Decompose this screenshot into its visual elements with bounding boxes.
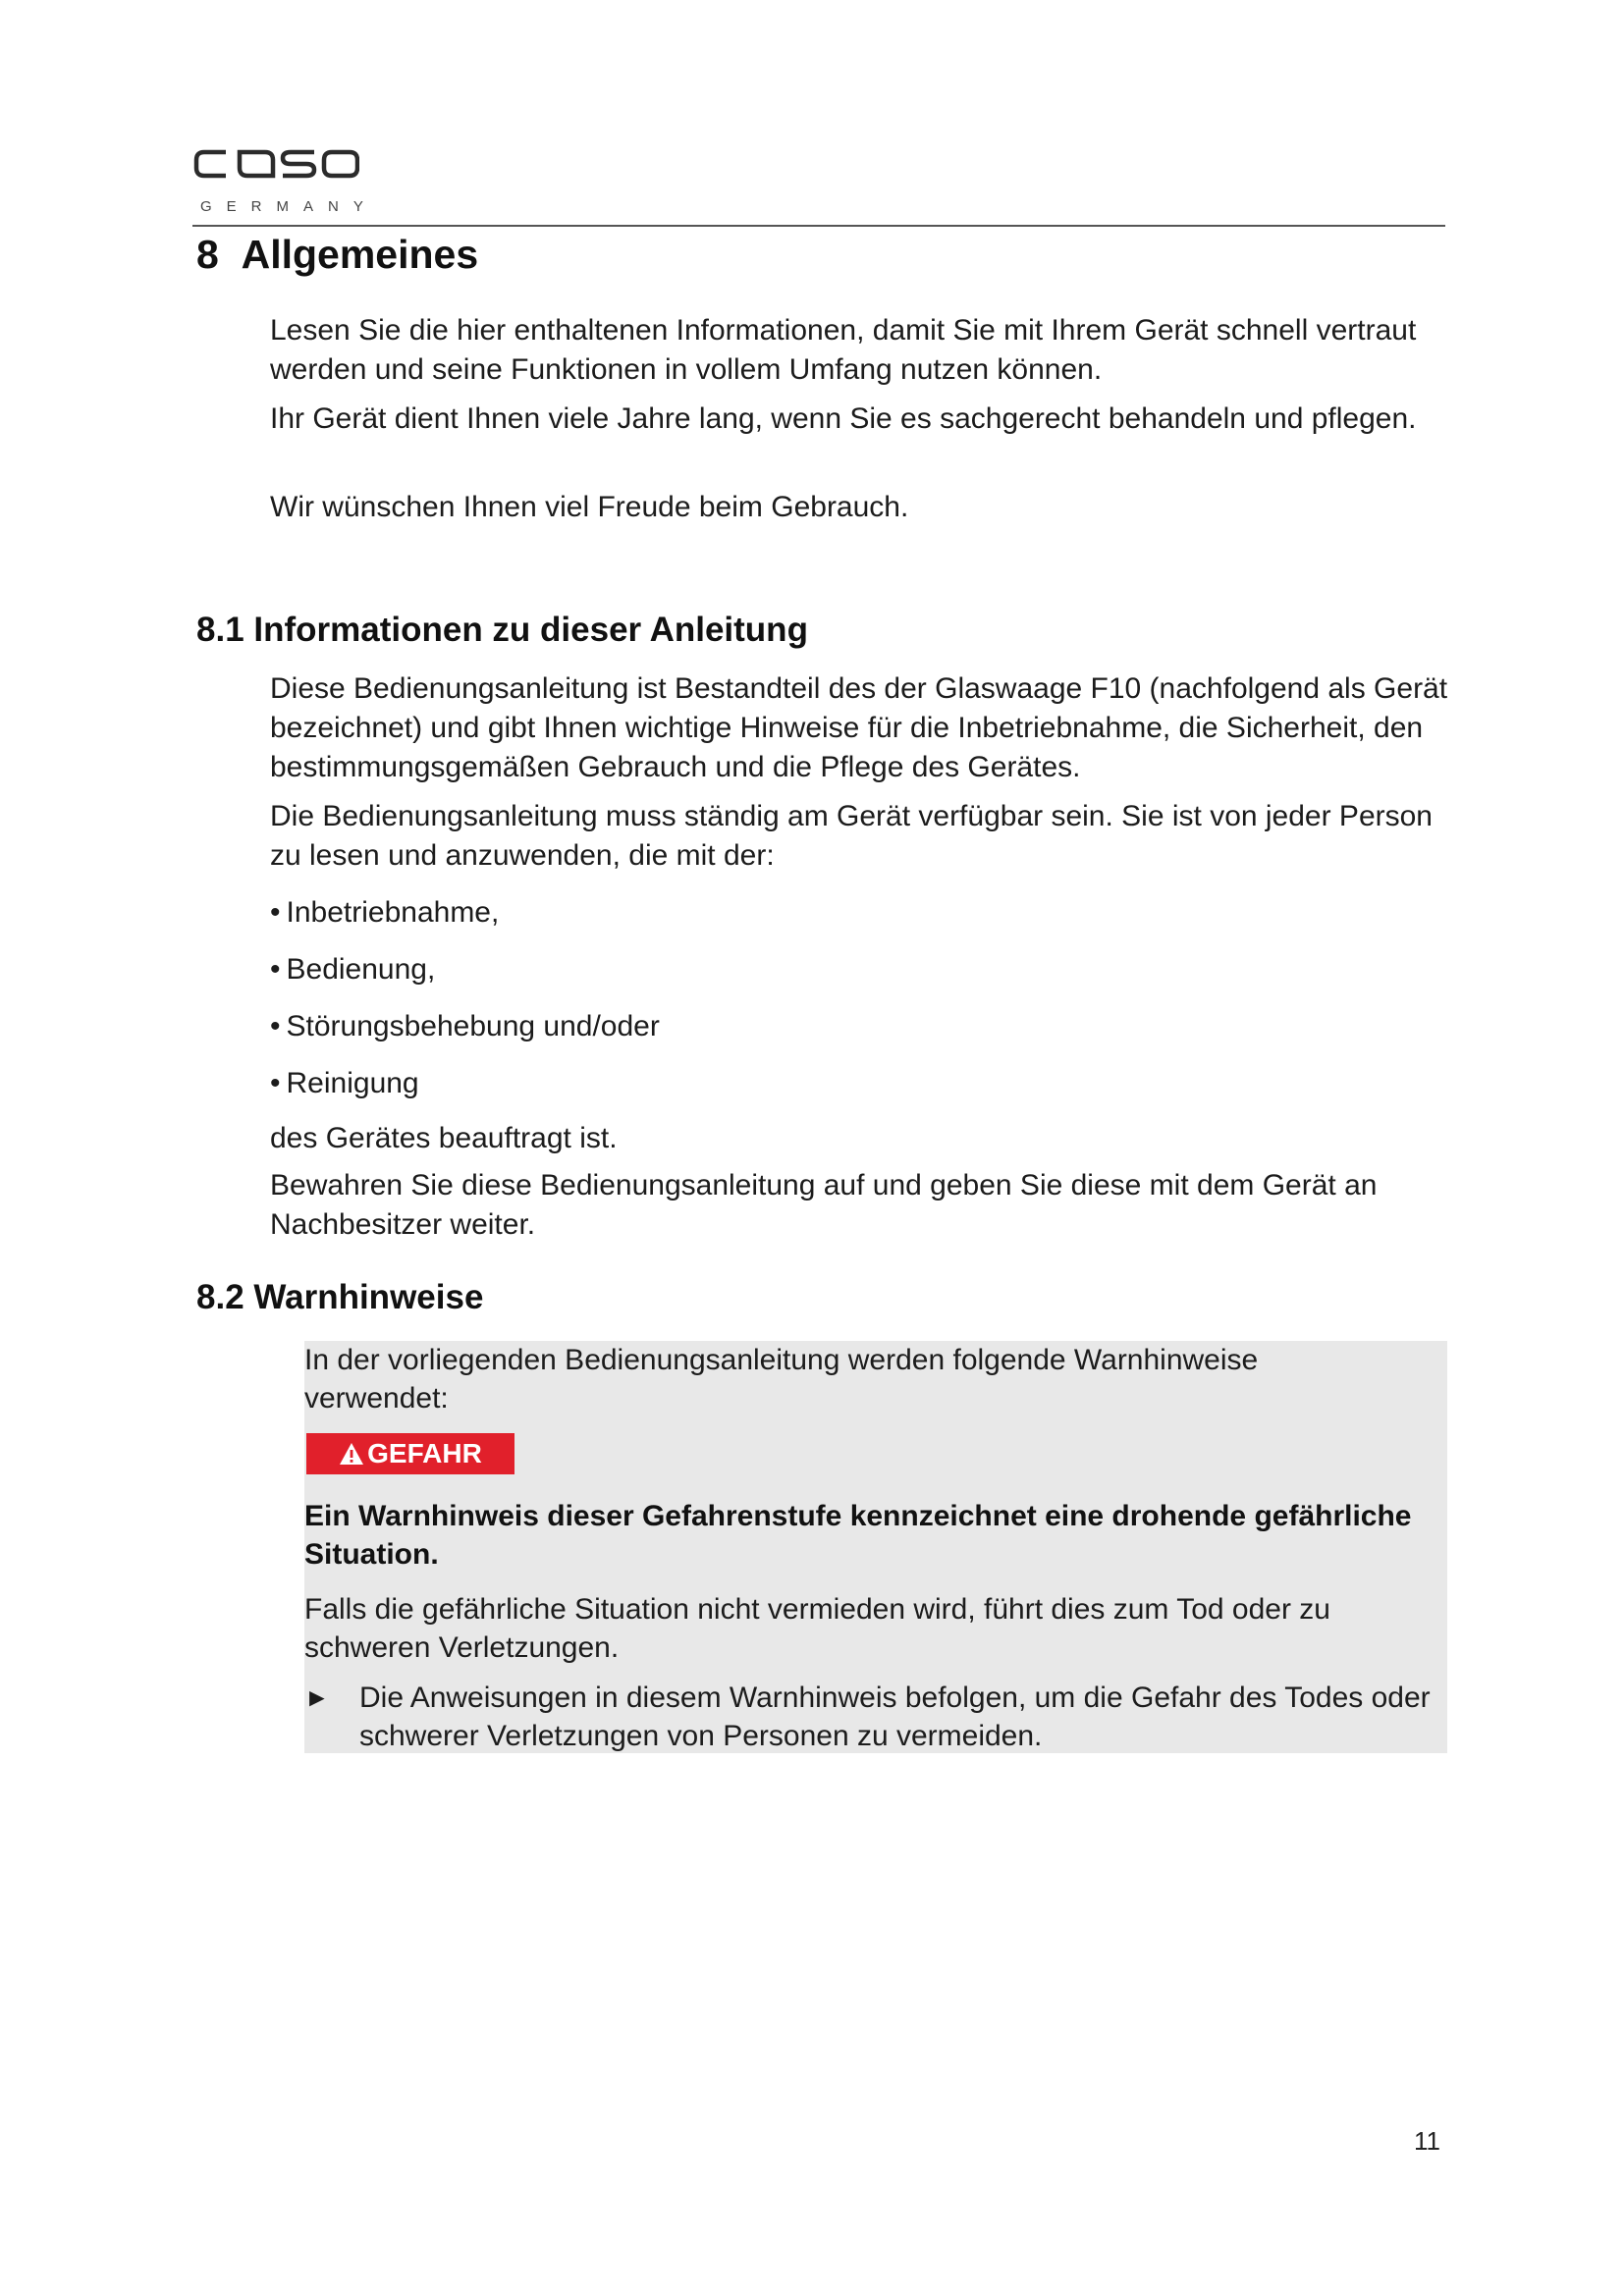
info-paragraph-1: Diese Bedienungsanleitung ist Bestandteil des der Glaswaage F10 (nachfolgend als Gerät bezeichnet) und gibt Ihnen wichtige Hinweise für die Inbetriebnahme, die Sicherheit, den bestimmungsgemäßen Gebrauch und die Pflege des Gerätes. [270,672,1448,783]
warning-intro: In der vorliegenden Bedienungsanleitung werden folgende Warnhinweise verwendet: [304,1344,1259,1415]
list-item: • Bedienung, [270,953,436,986]
warning-box [304,1341,1447,1753]
list-item: • Reinigung [270,1067,419,1099]
warning-triangle-icon [339,1442,364,1466]
page-number: 11 [1414,2126,1440,2156]
list-item: • Inbetriebnahme, [270,896,500,929]
warning-bold-text: Ein Warnhinweis dieser Gefahrenstufe kennzeichnet eine drohende gefährliche Situation. [304,1500,1412,1571]
danger-badge-label: GEFAHR [367,1438,482,1468]
subsection-heading-8-1: 8.1 Informationen zu dieser Anleitung [196,611,808,649]
arrow-right-icon: ► [304,1682,330,1712]
warning-instruction-text: Die Anweisungen in diesem Warnhinweis befolgen, um die Gefahr des Todes oder schwerer Verletzungen von Personen zu vermeiden. [359,1682,1431,1752]
subsection-heading-8-2: 8.2 Warnhinweise [196,1278,484,1316]
logo-subtitle: GERMANY [200,198,378,215]
intro-paragraph-2: Ihr Gerät dient Ihnen viele Jahre lang, wenn Sie es sachgerecht behandeln und pflegen. [270,402,1417,435]
intro-paragraph-1: Lesen Sie die hier enthaltenen Informationen, damit Sie mit Ihrem Gerät schnell vertraut werden und seine Funktionen in vollem Umfang nutzen können. [270,314,1417,386]
danger-badge [306,1433,514,1474]
caso-wordmark [192,143,359,183]
header-rule [192,225,1445,227]
warning-consequence: Falls die gefährliche Situation nicht vermieden wird, führt dies zum Tod oder zu schweren Verletzungen. [304,1593,1330,1664]
intro-paragraph-3: Wir wünschen Ihnen viel Freude beim Gebrauch. [270,491,909,523]
warning-instruction [304,1679,1443,1755]
info-paragraph-2: Die Bedienungsanleitung muss ständig am Gerät verfügbar sein. Sie ist von jeder Person zu lesen und anzuwenden, die mit der: [270,800,1433,872]
after-list-text: des Gerätes beauftragt ist. [270,1122,618,1154]
section-heading: 8 Allgemeines [196,232,479,277]
closing-paragraph: Bewahren Sie diese Bedienungsanleitung auf und geben Sie diese mit dem Gerät an Nachbesitzer weiter. [270,1169,1378,1241]
list-item: • Störungsbehebung und/oder [270,1010,660,1042]
caso-germany-logo [192,143,379,224]
